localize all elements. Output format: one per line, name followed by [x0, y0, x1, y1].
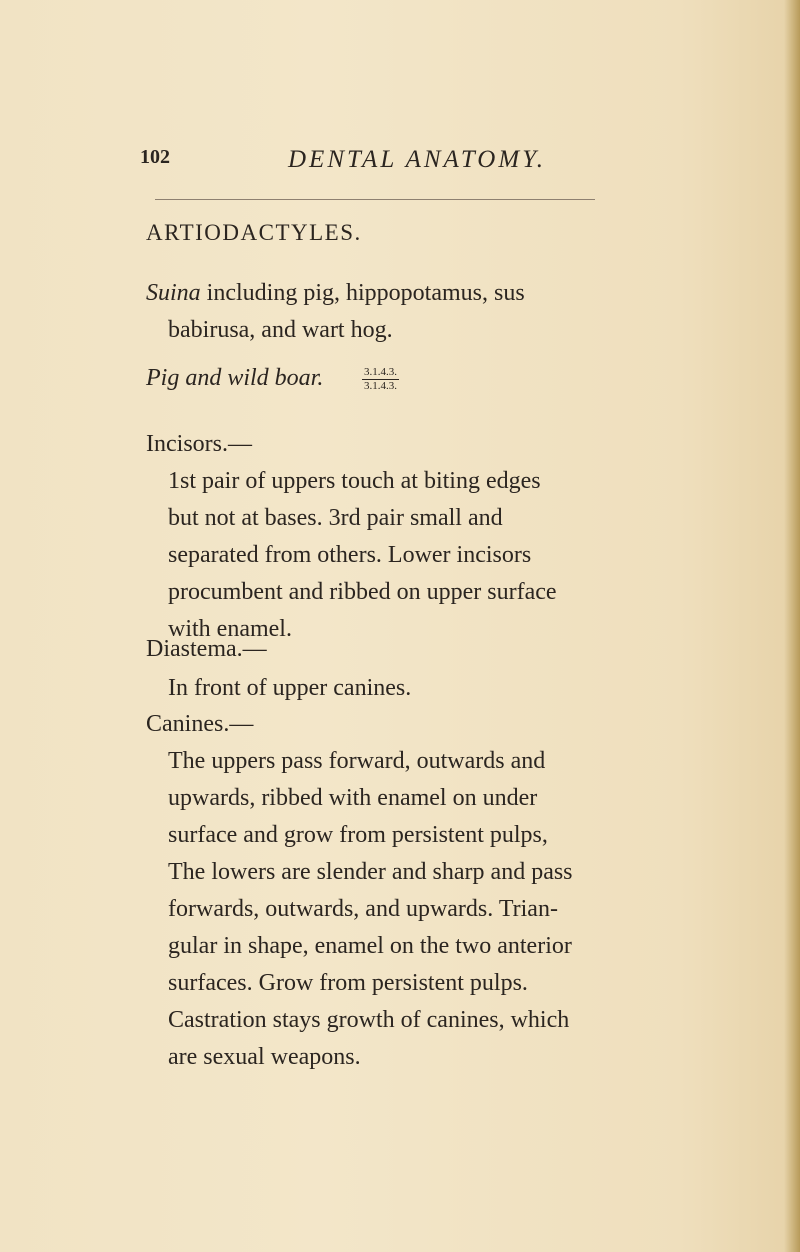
- pig-label: Pig and wild boar.: [146, 365, 324, 391]
- incisors-heading: Incisors.—: [146, 431, 252, 457]
- incisors-line: 1st pair of uppers touch at biting edges: [168, 468, 541, 494]
- canines-line: forwards, outwards, and upwards. Trian-: [168, 896, 558, 922]
- incisors-line: separated from others. Lower incisors: [168, 542, 532, 568]
- page-edge: [784, 0, 800, 1252]
- suina-line-1: [146, 281, 525, 305]
- running-title: DENTAL ANATOMY.: [288, 146, 547, 173]
- canines-line: Castration stays growth of canines, which: [168, 1007, 570, 1033]
- page-header: [140, 146, 700, 186]
- canines-line: The uppers pass forward, outwards and: [168, 748, 546, 774]
- dental-formula-upper: 3.1.4.3.: [364, 366, 397, 378]
- canines-line: The lowers are slender and sharp and pass: [168, 859, 573, 885]
- canines-line: surfaces. Grow from persistent pulps.: [168, 970, 528, 996]
- page-number: 102: [140, 146, 170, 168]
- canines-line: gular in shape, enamel on the two anterior: [168, 933, 572, 959]
- incisors-line: procumbent and ribbed on upper surface: [168, 579, 557, 605]
- canines-line: surface and grow from persistent pulps,: [168, 822, 548, 848]
- diastema-line: In front of upper canines.: [168, 675, 412, 701]
- canines-line: are sexual weapons.: [168, 1044, 361, 1070]
- suina-line-1-rest: including pig, hippopotamus, sus: [206, 280, 525, 306]
- suina-term: Suina: [146, 280, 201, 306]
- suina-line-2: babirusa, and wart hog.: [168, 317, 393, 343]
- section-heading: ARTIODACTYLES.: [146, 220, 362, 245]
- incisors-line: with enamel.: [168, 616, 292, 642]
- dental-formula: [362, 366, 399, 393]
- incisors-line: but not at bases. 3rd pair small and: [168, 505, 503, 531]
- canines-line: upwards, ribbed with enamel on under: [168, 785, 538, 811]
- canines-heading: Canines.—: [146, 711, 254, 737]
- diastema-heading: Diastema.—: [146, 636, 267, 662]
- header-rule: [155, 199, 595, 200]
- dental-formula-lower: 3.1.4.3.: [364, 380, 397, 392]
